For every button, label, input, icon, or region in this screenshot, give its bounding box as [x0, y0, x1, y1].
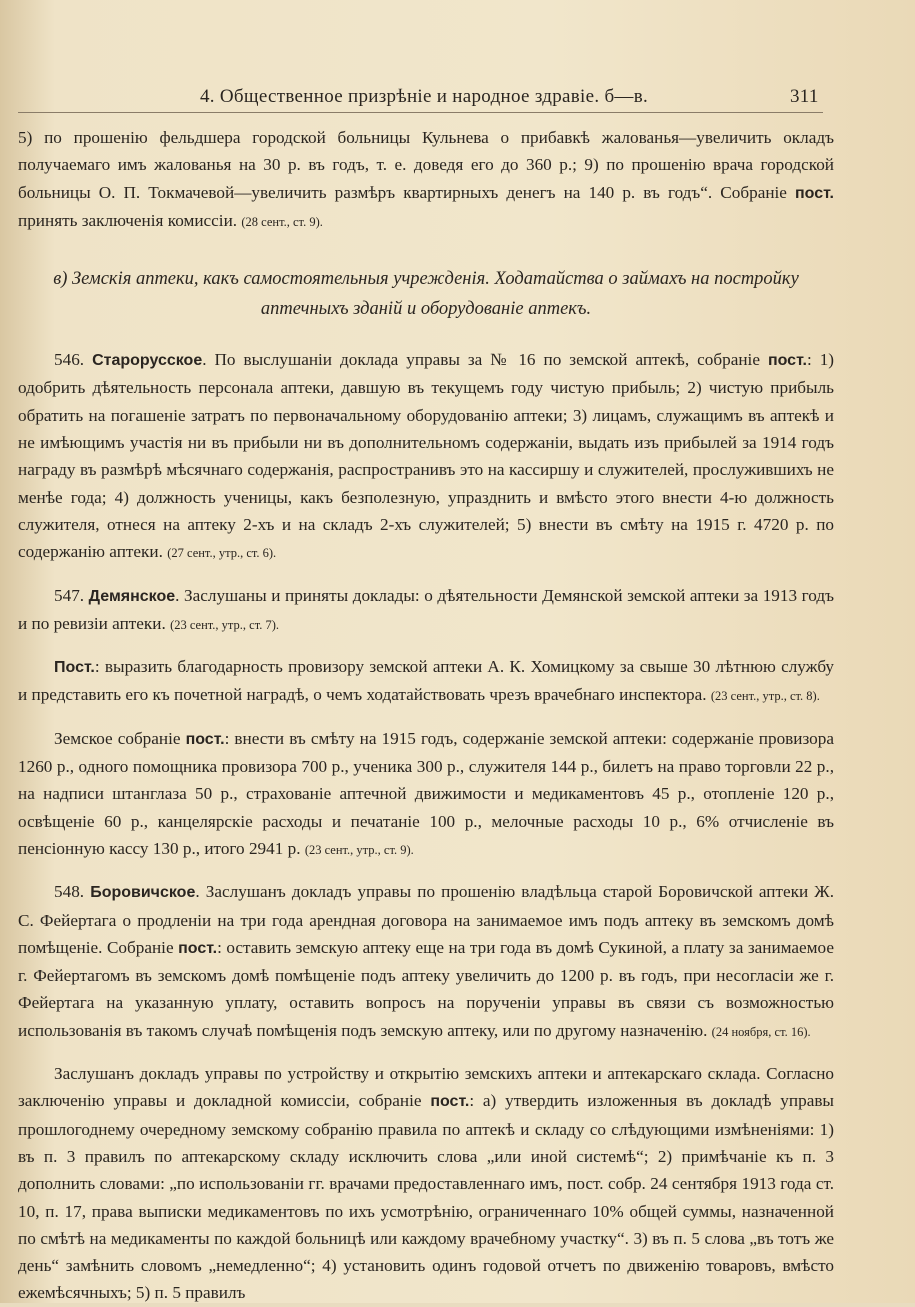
reference: (27 сент., утр., ст. 6).	[167, 546, 277, 561]
reference: (23 сент., утр., ст. 9).	[304, 842, 414, 857]
paragraph-547-resolution: Пост.: выразить благодарность провизору земской аптеки А. К. Хомицкому за свыше 30 лѣтнюю службу и представить его къ почетной наградѣ, о чемъ ходатайствовать чрезъ врачебнаго инспектора. (23 сент., утр., ст. 8).	[18, 657, 834, 705]
header-rule	[18, 112, 823, 113]
header-title: 4. Общественное призрѣніе и народное здравіе. б—в.	[200, 86, 649, 107]
reference: (23 сент., утр., ст. 7).	[170, 617, 280, 632]
reference: (28 сент., ст. 9).	[241, 214, 323, 229]
paragraph-548-pharmacy-rules: Заслушанъ докладъ управы по устройству и открытію земскихъ аптеки и аптекарскаго склада. Согласно заключенію управы и докладной комиссіи, собраніе пост.: а) утвердить изложенныя въ докладѣ управы прошлогоднему очередному земскому собранію правила по аптекѣ и складу со слѣдующими измѣненіями: 1) въ п. 3 правилъ по аптекарскому складу исключить слова „или иной системѣ“; 2) примѣчаніе къ п. 3 дополнить словами: „по использованіи гг. врачами предоставленнаго имъ, пост. собр. 24 сентября 1913 года ст. 10, п. 17, права выписки медикаментовъ по ихъ усмотрѣнію, ограниченнаго 10% общей суммы, назначенной по смѣтѣ на медикаменты по каждой больницѣ или каждому врачебному участку“. 3) въ п. 5 слова „въ тотъ же день“ замѣнить словомъ „немедленно“; 4) установить одинъ годовой отчетъ по движенію товаровъ, вмѣсто ежемѣсячныхъ; 5) п. 5 правилъ	[18, 1064, 834, 1303]
paragraph-547-budget: Земское собраніе пост.: внести въ смѣту на 1915 годъ, содержаніе земской аптеки: содержаніе провизора 1260 р., одного помощника провизора 700 р., ученика 300 р., служителя 144 р., билетъ на право торговли 22 р., на надписи штанглаза 50 р., страхованіе аптечной движимости и медикаментовъ 45 р., отопленіе 120 р., освѣщеніе 60 р., канцелярскіе расходы и печатаніе 100 р., мелочные расходы 10 р., 6% отчисленіе въ пенсіонную кассу 130 р., итого 2941 р. (23 сент., утр., ст. 9).	[18, 728, 834, 858]
page-number: 311	[790, 86, 819, 107]
reference: (24 ноября, ст. 16).	[711, 1024, 811, 1039]
paragraph-548: 548. Боровичское. Заслушанъ докладъ управы по прошенію владѣльца старой Боровичской аптеки Ж. С. Фейертага о продленіи на три года арендная договора на занимаемое имъ подъ аптеку въ земскомъ домѣ помѣщеніе. Собраніе пост.: оставить земскую аптеку еще на три года въ домѣ Сукиной, а плату за занимаемое г. Фейертагомъ въ земскомъ домѣ помѣщеніе подъ аптеку увеличить до 1200 р. въ годъ, при несогласіи же г. Фейертага на указанную уплату, оставить вопросъ на порученіи управы въ связи съ возможностью использованія въ такомъ случаѣ помѣщенія подъ земскую аптеку, или по другому назначенію. (24 ноября, ст. 16).	[18, 882, 834, 1040]
paragraph-546: 546. Старорусское. По выслушаніи доклада управы за № 16 по земской аптекѣ, собраніе пост.: 1) одобрить дѣятельность персонала аптеки, давшую въ текущемъ году чистую прибыль; 2) чистую прибыль обратить на погашеніе затратъ по первоначальному оборудованію аптеки; 3) лицамъ, служащимъ въ аптекѣ и не имѣющимъ участія ни въ прибыли ни въ дополнительномъ содержаніи, выдать изъ прибылей за 1914 годъ награду въ размѣрѣ мѣсячнаго содержанія, распространивъ это на кассиршу и служителей, прослужившихъ не менѣе года; 4) должность ученицы, какъ безполезную, упразднить и вмѣсто этого внести 4-ю должность служителя, отнеся на аптеку 2-хъ и на складъ 2-хъ служителей; 5) внести въ смѣту на 1915 г. 4720 р. по содержанію аптеки. (27 сент., утр., ст. 6).	[18, 350, 835, 562]
section-title: в) Земскія аптеки, какъ самостоятельныя учрежденія. Ходатайства о займахъ на постройку аптечныхъ зданій и оборудованіе аптекъ.	[53, 269, 799, 320]
paragraph-547: 547. Демянское. Заслушаны и приняты доклады: о дѣятельности Демянской земской аптеки за 1913 годъ и по ревизіи аптеки. (23 сент., утр., ст. 7).	[18, 585, 835, 633]
page-body	[18, 124, 834, 1307]
paragraph-continued: 5) по прошенію фельдшера городской больницы Кульнева о прибавкѣ жалованья—увеличить окладъ получаемаго имъ жалованья на 30 р. въ годъ, т. е. доведя его до 360 р.; 9) по прошенію врача городской больницы О. П. Токмачевой—увеличить размѣръ квартирныхъ денегъ на 140 р. въ годъ“. Собраніе пост. принять заключенія комиссіи. (28 сент., ст. 9).	[18, 128, 834, 230]
reference: (23 сент., утр., ст. 8).	[710, 689, 820, 704]
